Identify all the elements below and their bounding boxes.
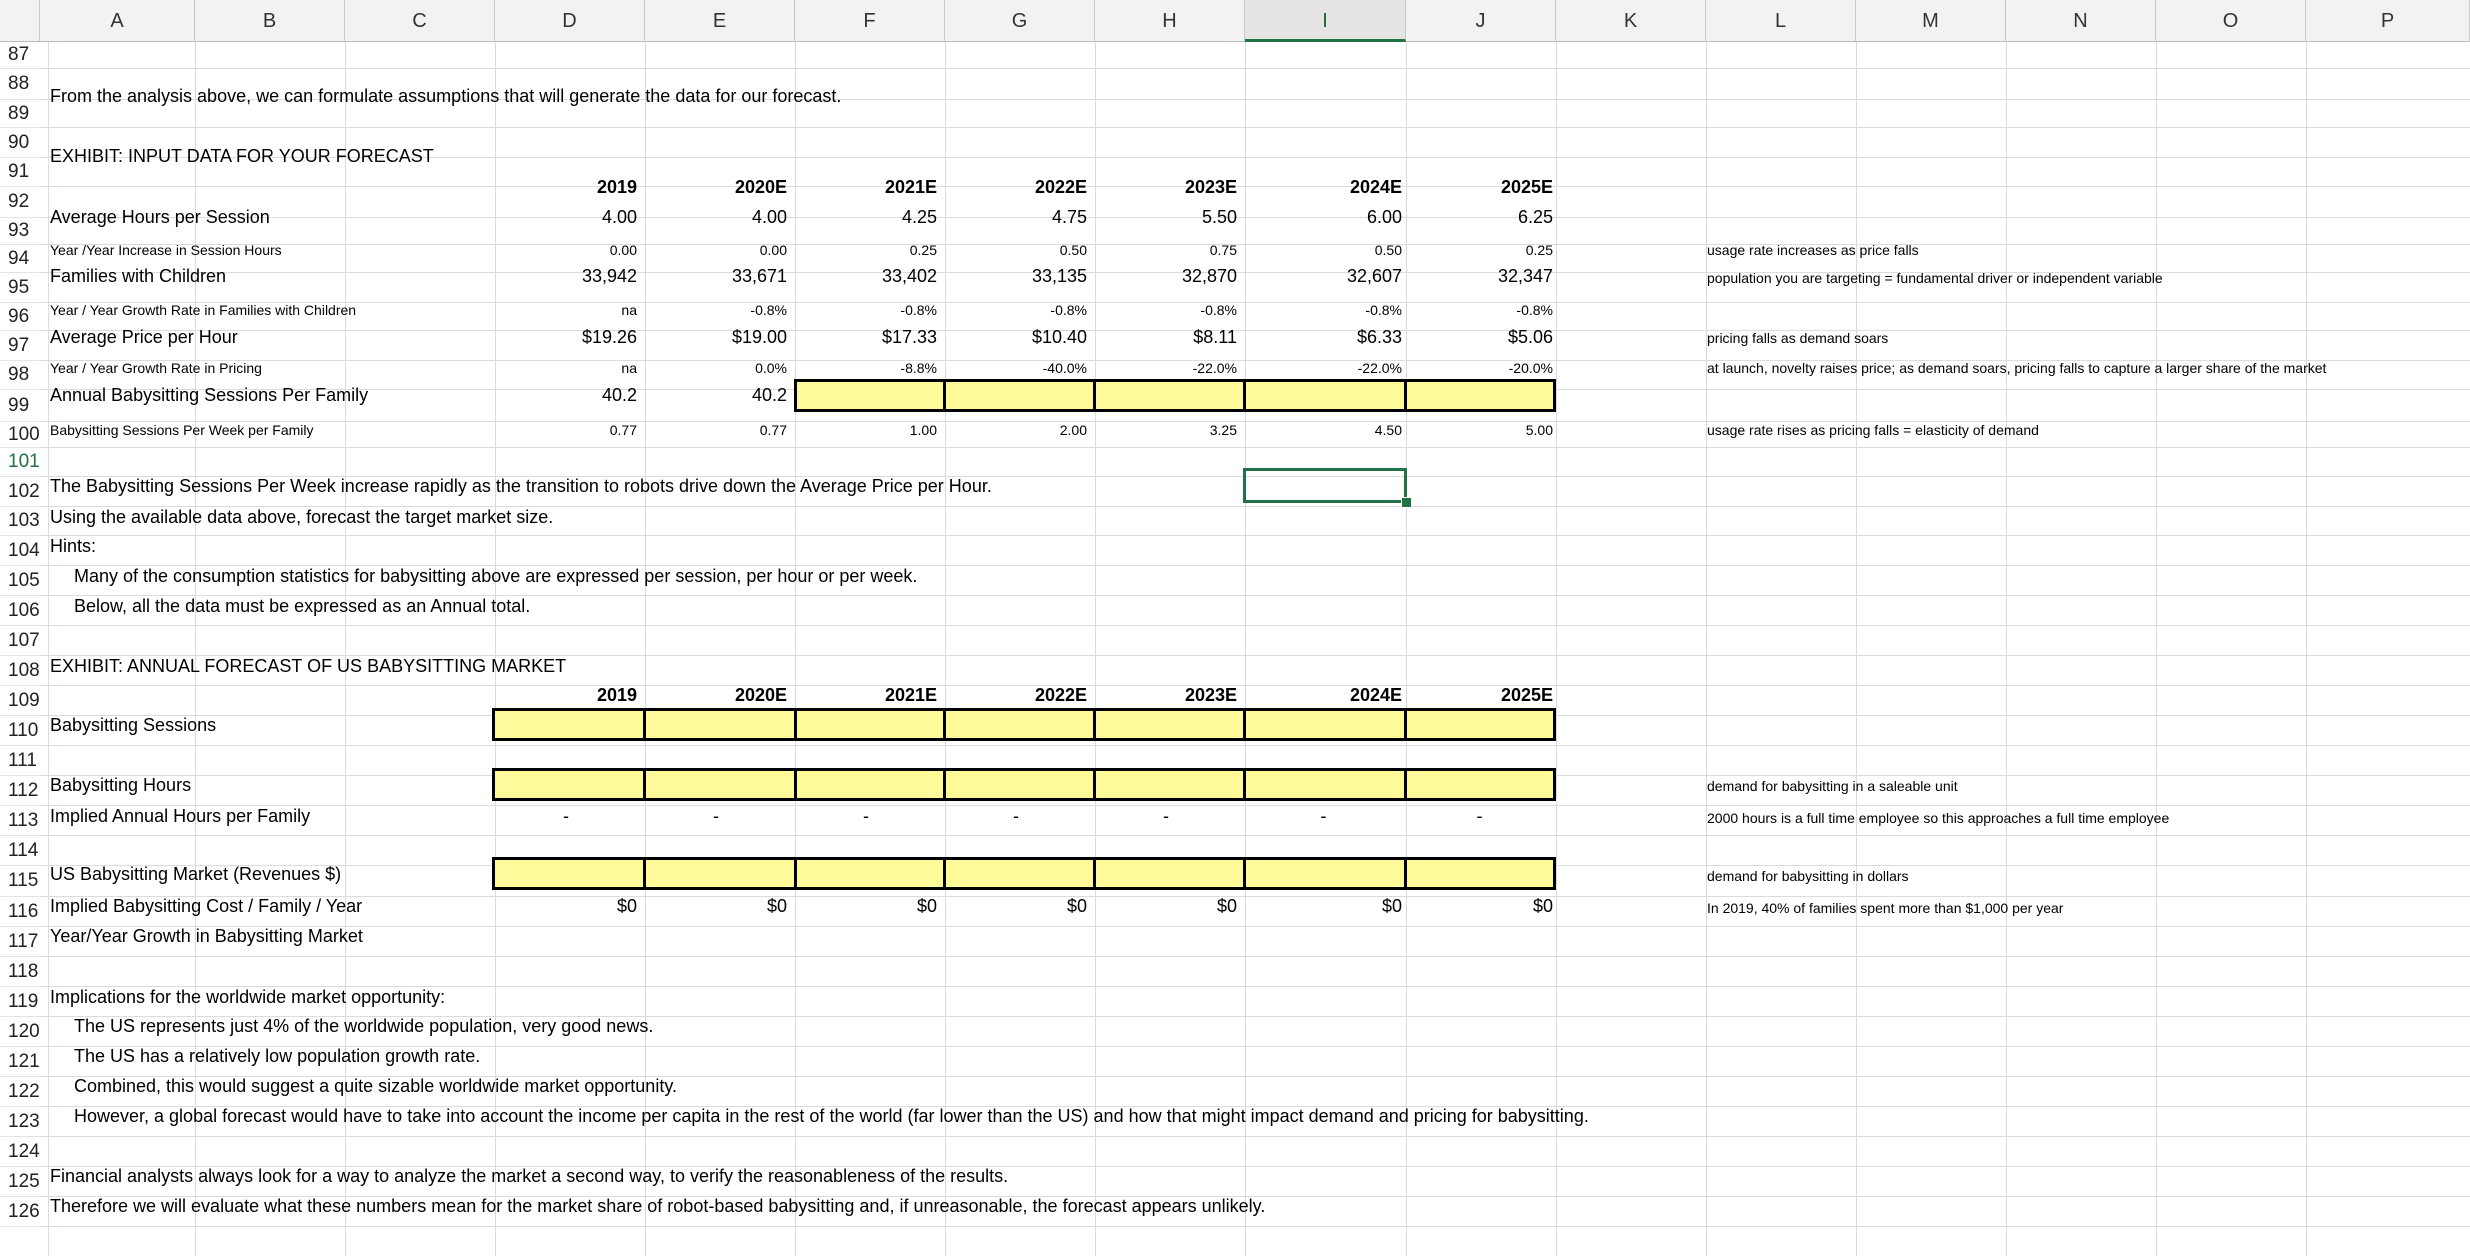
note-families-spent[interactable]: In 2019, 40% of families spent more than $1,000 per year (1707, 900, 2064, 916)
text-hint-annual[interactable]: Below, all the data must be expressed as an Annual total. (74, 596, 531, 616)
families-2023e[interactable]: 32,870 (1181, 266, 1237, 286)
row-gridline (40, 447, 2470, 448)
row-header-118[interactable]: 118 (0, 957, 40, 987)
weekly-sessions-2023e[interactable]: 3.25 (1209, 422, 1237, 438)
label-us-market-revenues[interactable]: US Babysitting Market (Revenues $) (50, 863, 342, 884)
column-header-k[interactable]: K (1556, 0, 1706, 42)
input-cell-sessions-2019[interactable] (492, 708, 646, 741)
input-cell-annual-sessions-2025e[interactable] (1404, 379, 1556, 412)
forecast-year-2022e[interactable]: 2022E (1034, 684, 1087, 705)
intro-text[interactable]: From the analysis above, we can formulate assumptions that will generate the data for our forecast. (50, 86, 842, 106)
yoy-pricing-2020e[interactable]: 0.0% (755, 360, 787, 376)
families-2022e[interactable]: 33,135 (1031, 266, 1087, 286)
cost-2020e[interactable]: $0 (766, 895, 787, 916)
avg-hours-2023e[interactable]: 5.50 (1201, 206, 1237, 227)
implication-line-3[interactable]: Combined, this would suggest a quite sizable worldwide market opportunity. (74, 1076, 677, 1096)
cost-2025e[interactable]: $0 (1532, 895, 1553, 916)
row-header-124[interactable]: 124 (0, 1137, 40, 1167)
cost-2023e[interactable]: $0 (1216, 895, 1237, 916)
row-header-101[interactable]: 101 (0, 448, 40, 477)
forecast-year-2019[interactable]: 2019 (596, 684, 637, 705)
row-header-112[interactable]: 112 (0, 776, 40, 806)
yoy-hours-2019[interactable]: 0.00 (609, 242, 637, 258)
row-header-111[interactable]: 111 (0, 746, 40, 776)
active-cell-selection[interactable] (1243, 468, 1407, 503)
yoy-hours-2020e[interactable]: 0.00 (759, 242, 787, 258)
column-header-m[interactable]: M (1856, 0, 2006, 42)
input-cell-hours-2024e[interactable] (1243, 768, 1407, 801)
weekly-sessions-2022e[interactable]: 2.00 (1059, 422, 1087, 438)
row-header-122[interactable]: 122 (0, 1077, 40, 1107)
input-cell-sessions-2020e[interactable] (643, 708, 797, 741)
row-header-107[interactable]: 107 (0, 626, 40, 656)
input-cell-market-2024e[interactable] (1243, 857, 1407, 890)
avg-hours-2022e[interactable]: 4.75 (1051, 206, 1087, 227)
note-population[interactable]: population you are targeting = fundamental driver or independent variable (1707, 270, 2163, 286)
row-header-113[interactable]: 113 (0, 806, 40, 836)
yoy-families-2022e[interactable]: -0.8% (1050, 302, 1087, 318)
row-header-115[interactable]: 115 (0, 866, 40, 897)
column-header-b[interactable]: B (195, 0, 345, 42)
implied-hours-2022e[interactable]: - (1013, 806, 1019, 826)
yoy-pricing-2025e[interactable]: -20.0% (1508, 360, 1553, 376)
avg-hours-2020e[interactable]: 4.00 (751, 206, 787, 227)
yoy-families-2019[interactable]: na (621, 302, 637, 318)
row-gridline (40, 1226, 2470, 1227)
forecast-year-2025e[interactable]: 2025E (1500, 684, 1553, 705)
cost-2022e[interactable]: $0 (1066, 895, 1087, 916)
column-header-j[interactable]: J (1406, 0, 1556, 42)
input-cell-sessions-2022e[interactable] (943, 708, 1096, 741)
implication-line-2[interactable]: The US has a relatively low population growth rate. (74, 1046, 481, 1066)
text-sessions-increase[interactable]: The Babysitting Sessions Per Week increase rapidly as the transition to robots drive down the Average Price per Hour. (50, 476, 992, 496)
text-second-way[interactable]: Financial analysts always look for a way to analyze the market a second way, to verify the reasonableness of the results. (50, 1166, 1009, 1186)
row-header-98[interactable]: 98 (0, 361, 40, 390)
row-header-93[interactable]: 93 (0, 218, 40, 245)
price-2022e[interactable]: $10.40 (1031, 326, 1087, 347)
column-gridline (1856, 42, 1857, 1256)
row-header-separator (48, 42, 49, 1256)
row-header-110[interactable]: 110 (0, 716, 40, 746)
row-gridline (40, 956, 2470, 957)
families-2020e[interactable]: 33,671 (731, 266, 787, 286)
row-header-103[interactable]: 103 (0, 507, 40, 536)
families-2025e[interactable]: 32,347 (1497, 266, 1553, 286)
input-cell-sessions-2025e[interactable] (1404, 708, 1556, 741)
cost-2024e[interactable]: $0 (1381, 895, 1402, 916)
yoy-hours-2025e[interactable]: 0.25 (1525, 242, 1553, 258)
row-header-89[interactable]: 89 (0, 100, 40, 128)
price-2021e[interactable]: $17.33 (881, 326, 937, 347)
column-header-e[interactable]: E (645, 0, 795, 42)
row-gridline (40, 625, 2470, 626)
note-full-time-employee[interactable]: 2000 hours is a full time employee so this approaches a full time employee (1707, 810, 2170, 826)
weekly-sessions-2025e[interactable]: 5.00 (1525, 422, 1553, 438)
implied-hours-2019[interactable]: - (563, 806, 569, 826)
label-avg-price-per-hour[interactable]: Average Price per Hour (50, 326, 238, 347)
forecast-year-2023e[interactable]: 2023E (1184, 684, 1237, 705)
row-header-97[interactable]: 97 (0, 331, 40, 361)
implications-title[interactable]: Implications for the worldwide market opportunity: (50, 987, 446, 1007)
forecast-year-2024e[interactable]: 2024E (1349, 684, 1402, 705)
implied-hours-2023e[interactable]: - (1163, 806, 1169, 826)
price-2019[interactable]: $19.26 (581, 326, 637, 347)
row-gridline (40, 1136, 2470, 1137)
row-header-123[interactable]: 123 (0, 1107, 40, 1137)
input-cell-market-2022e[interactable] (943, 857, 1096, 890)
yoy-pricing-2024e[interactable]: -22.0% (1357, 360, 1402, 376)
row-header-88[interactable]: 88 (0, 69, 40, 100)
forecast-year-2021e[interactable]: 2021E (884, 684, 937, 705)
column-header-l[interactable]: L (1706, 0, 1856, 42)
yoy-families-2024e[interactable]: -0.8% (1365, 302, 1402, 318)
price-2024e[interactable]: $6.33 (1356, 326, 1402, 347)
label-yoy-families[interactable]: Year / Year Growth Rate in Families with Children (50, 302, 357, 318)
implication-line-4[interactable]: However, a global forecast would have to take into account the income per capita in the rest of the world (far lower than the US) and how that might impact demand and pricing for babysitting. (74, 1106, 1589, 1126)
label-implied-annual-hours[interactable]: Implied Annual Hours per Family (50, 806, 311, 826)
row-header-125[interactable]: 125 (0, 1167, 40, 1197)
row-header-105[interactable]: 105 (0, 566, 40, 596)
row-header-90[interactable]: 90 (0, 128, 40, 158)
avg-hours-2019[interactable]: 4.00 (601, 206, 637, 227)
price-2023e[interactable]: $8.11 (1193, 326, 1237, 347)
input-year-2024e[interactable]: 2024E (1349, 176, 1402, 197)
column-header-d[interactable]: D (495, 0, 645, 42)
yoy-families-2021e[interactable]: -0.8% (900, 302, 937, 318)
row-header-87[interactable]: 87 (0, 42, 40, 69)
families-2019[interactable]: 33,942 (581, 266, 637, 286)
implied-hours-2024e[interactable]: - (1320, 806, 1327, 826)
yoy-families-2023e[interactable]: -0.8% (1200, 302, 1237, 318)
row-header-99[interactable]: 99 (0, 390, 40, 422)
note-demand-dollars[interactable]: demand for babysitting in dollars (1707, 868, 1909, 884)
column-header-i[interactable]: I (1245, 0, 1406, 42)
implied-hours-2021e[interactable]: - (863, 806, 869, 826)
yoy-pricing-2022e[interactable]: -40.0% (1042, 360, 1087, 376)
avg-hours-2024e[interactable]: 6.00 (1366, 206, 1402, 227)
column-header-n[interactable]: N (2006, 0, 2156, 42)
input-cell-market-2025e[interactable] (1404, 857, 1556, 890)
row-header-100[interactable]: 100 (0, 422, 40, 448)
column-gridline (1556, 42, 1557, 1256)
row-gridline (40, 68, 2470, 69)
column-header-o[interactable]: O (2156, 0, 2306, 42)
row-header-94[interactable]: 94 (0, 245, 40, 273)
row-header-108[interactable]: 108 (0, 656, 40, 686)
label-yoy-session-hours[interactable]: Year /Year Increase in Session Hours (50, 242, 282, 258)
note-elasticity[interactable]: usage rate rises as pricing falls = elasticity of demand (1707, 422, 2039, 438)
text-market-share[interactable]: Therefore we will evaluate what these numbers mean for the market share of robot-based babysitting and, if unreasonable, the forecast appears unlikely. (50, 1196, 1266, 1216)
avg-hours-2025e[interactable]: 6.25 (1517, 206, 1553, 227)
annual-sessions-2019[interactable]: 40.2 (601, 384, 637, 405)
text-hint-consumption[interactable]: Many of the consumption statistics for babysitting above are expressed per session, per hour or per week. (74, 566, 918, 586)
input-cell-hours-2023e[interactable] (1093, 768, 1246, 801)
price-2025e[interactable]: $5.06 (1507, 326, 1553, 347)
row-header-117[interactable]: 117 (0, 927, 40, 957)
fill-handle[interactable] (1401, 497, 1412, 508)
row-header-102[interactable]: 102 (0, 477, 40, 507)
label-avg-hours-per-session[interactable]: Average Hours per Session (50, 206, 270, 227)
column-header-p[interactable]: P (2306, 0, 2470, 42)
row-header-109[interactable]: 109 (0, 686, 40, 716)
column-header-h[interactable]: H (1095, 0, 1245, 42)
input-cell-hours-2019[interactable] (492, 768, 646, 801)
input-exhibit-title[interactable]: EXHIBIT: INPUT DATA FOR YOUR FORECAST (50, 146, 434, 166)
label-yoy-market-growth[interactable]: Year/Year Growth in Babysitting Market (50, 926, 363, 946)
implied-hours-2020e[interactable]: - (713, 806, 719, 826)
select-all-corner[interactable] (0, 0, 40, 42)
input-year-2025e[interactable]: 2025E (1500, 176, 1553, 197)
input-year-2021e[interactable]: 2021E (884, 176, 937, 197)
column-header-a[interactable]: A (40, 0, 195, 42)
label-implied-cost-per-family[interactable]: Implied Babysitting Cost / Family / Year (50, 895, 363, 916)
families-2021e[interactable]: 33,402 (881, 266, 937, 286)
row-header-116[interactable]: 116 (0, 897, 40, 927)
price-2020e[interactable]: $19.00 (731, 326, 787, 347)
row-header-96[interactable]: 96 (0, 303, 40, 331)
input-year-2019[interactable]: 2019 (596, 176, 637, 197)
input-year-2020e[interactable]: 2020E (734, 176, 787, 197)
column-gridline (2306, 42, 2307, 1256)
note-saleable-unit[interactable]: demand for babysitting in a saleable unit (1707, 778, 1958, 794)
note-launch-novelty[interactable]: at launch, novelty raises price; as demand soars, pricing falls to capture a larger share of the market (1707, 360, 2327, 376)
input-cell-hours-2020e[interactable] (643, 768, 797, 801)
text-forecast-instruction[interactable]: Using the available data above, forecast the target market size. (50, 507, 554, 527)
column-header-f[interactable]: F (795, 0, 945, 42)
row-header-104[interactable]: 104 (0, 536, 40, 566)
row-header-92[interactable]: 92 (0, 187, 40, 218)
implication-line-1[interactable]: The US represents just 4% of the worldwide population, very good news. (74, 1016, 654, 1036)
weekly-sessions-2019[interactable]: 0.77 (609, 422, 637, 438)
yoy-pricing-2019[interactable]: na (621, 360, 637, 376)
label-annual-sessions-per-family[interactable]: Annual Babysitting Sessions Per Family (50, 384, 369, 405)
yoy-hours-2021e[interactable]: 0.25 (909, 242, 937, 258)
input-year-2022e[interactable]: 2022E (1034, 176, 1087, 197)
input-cell-market-2021e[interactable] (794, 857, 946, 890)
weekly-sessions-2024e[interactable]: 4.50 (1374, 422, 1402, 438)
yoy-families-2020e[interactable]: -0.8% (750, 302, 787, 318)
input-year-2023e[interactable]: 2023E (1184, 176, 1237, 197)
input-cell-market-2020e[interactable] (643, 857, 797, 890)
weekly-sessions-2020e[interactable]: 0.77 (759, 422, 787, 438)
input-cell-sessions-2024e[interactable] (1243, 708, 1407, 741)
input-cell-sessions-2021e[interactable] (794, 708, 946, 741)
row-header-126[interactable]: 126 (0, 1197, 40, 1227)
row-gridline (40, 926, 2470, 927)
weekly-sessions-2021e[interactable]: 1.00 (909, 422, 937, 438)
column-gridline (1706, 42, 1707, 1256)
row-gridline (40, 745, 2470, 746)
families-2024e[interactable]: 32,607 (1346, 266, 1402, 286)
note-pricing-falls[interactable]: pricing falls as demand soars (1707, 330, 1889, 346)
input-cell-market-2019[interactable] (492, 857, 646, 890)
row-gridline (40, 835, 2470, 836)
note-usage-rate[interactable]: usage rate increases as price falls (1707, 242, 1919, 258)
yoy-hours-2024e[interactable]: 0.50 (1374, 242, 1402, 258)
row-gridline (40, 127, 2470, 128)
label-families-with-children[interactable]: Families with Children (50, 266, 227, 286)
yoy-families-2025e[interactable]: -0.8% (1516, 302, 1553, 318)
input-cell-annual-sessions-2023e[interactable] (1093, 379, 1246, 412)
input-cell-annual-sessions-2022e[interactable] (943, 379, 1096, 412)
cost-2021e[interactable]: $0 (916, 895, 937, 916)
forecast-exhibit-title[interactable]: EXHIBIT: ANNUAL FORECAST OF US BABYSITTING MARKET (50, 656, 567, 676)
column-gridline (2156, 42, 2157, 1256)
yoy-hours-2023e[interactable]: 0.75 (1209, 242, 1237, 258)
annual-sessions-2020e[interactable]: 40.2 (751, 384, 787, 405)
label-yoy-pricing[interactable]: Year / Year Growth Rate in Pricing (50, 360, 262, 376)
input-cell-hours-2025e[interactable] (1404, 768, 1556, 801)
row-header-119[interactable]: 119 (0, 987, 40, 1017)
label-babysitting-sessions[interactable]: Babysitting Sessions (50, 714, 217, 735)
avg-hours-2021e[interactable]: 4.25 (901, 206, 937, 227)
row-header-114[interactable]: 114 (0, 836, 40, 866)
label-sessions-per-week[interactable]: Babysitting Sessions Per Week per Family (50, 422, 314, 438)
row-gridline (40, 535, 2470, 536)
row-header-120[interactable]: 120 (0, 1017, 40, 1047)
text-hints[interactable]: Hints: (50, 536, 97, 556)
yoy-pricing-2021e[interactable]: -8.8% (900, 360, 937, 376)
input-cell-market-2023e[interactable] (1093, 857, 1246, 890)
input-cell-sessions-2023e[interactable] (1093, 708, 1246, 741)
column-header-c[interactable]: C (345, 0, 495, 42)
implied-hours-2025e[interactable]: - (1476, 806, 1483, 826)
input-cell-hours-2021e[interactable] (794, 768, 946, 801)
row-header-121[interactable]: 121 (0, 1047, 40, 1077)
label-babysitting-hours[interactable]: Babysitting Hours (50, 774, 192, 795)
cost-2019[interactable]: $0 (616, 895, 637, 916)
column-header-g[interactable]: G (945, 0, 1095, 42)
row-header-91[interactable]: 91 (0, 158, 40, 187)
row-header-106[interactable]: 106 (0, 596, 40, 626)
column-gridline (2006, 42, 2007, 1256)
input-cell-annual-sessions-2021e[interactable] (794, 379, 946, 412)
forecast-year-2020e[interactable]: 2020E (734, 684, 787, 705)
input-cell-hours-2022e[interactable] (943, 768, 1096, 801)
yoy-hours-2022e[interactable]: 0.50 (1059, 242, 1087, 258)
yoy-pricing-2023e[interactable]: -22.0% (1192, 360, 1237, 376)
row-header-95[interactable]: 95 (0, 273, 40, 303)
input-cell-annual-sessions-2024e[interactable] (1243, 379, 1407, 412)
